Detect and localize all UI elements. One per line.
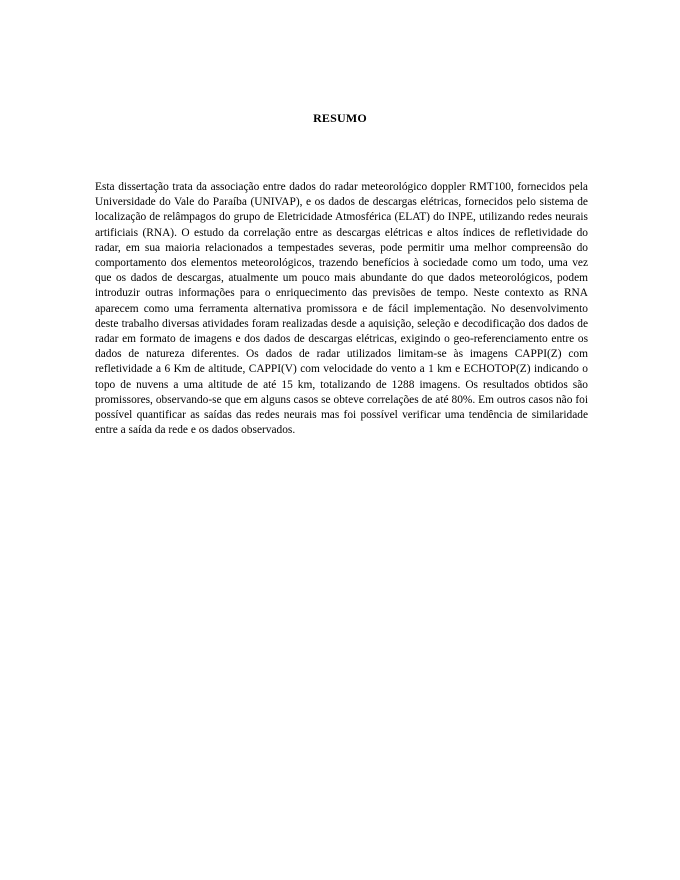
page-title: RESUMO bbox=[313, 111, 367, 125]
abstract-paragraph: Esta dissertação trata da associação entre dados do radar meteorológico doppler RMT100, fornecidos pela Universidade do Vale do Paraíba (UNIVAP), e os dados de descargas elétricas, fornecidos pelo sistema de localização de relâmpagos do grupo de Eletricidade Atmosférica (ELAT) do INPE, utilizando redes neurais artificiais (RNA). O estudo da correlação entre as descargas elétricas e altos índices de refletividade do radar, em sua maioria relacionados a tempestades severas, pode permitir uma melhor compreensão do comportamento dos elementos meteorológicos, trazendo benefícios à sociedade como um todo, uma vez que os dados de descargas, atualmente um pouco mais abundante do que dados meteorológicos, podem introduzir outras informações para o enriquecimento das previsões de tempo. Neste contexto as RNA aparecem como uma ferramenta alternativa promissora e de fácil implementação. No desenvolvimento deste trabalho diversas atividades foram realizadas desde a aquisição, seleção e decodificação dos dados de radar em formato de imagens e dos dados de descargas elétricas, exigindo o geo-referenciamento entre os dados de natureza diferentes. Os dados de radar utilizados limitam-se às imagens CAPPI(Z) com refletividade a 6 Km de altitude, CAPPI(V) com velocidade do vento a 1 km e ECHOTOP(Z) indicando o topo de nuvens a uma altitude de até 15 km, totalizando de 1288 imagens. Os resultados obtidos são promissores, observando-se que em alguns casos se obteve correlações de até 80%. Em outros casos não foi possível quantificar as saídas das redes neurais mas foi possível verificar uma tendência de similaridade entre a saída da rede e os dados observados. bbox=[95, 181, 588, 437]
